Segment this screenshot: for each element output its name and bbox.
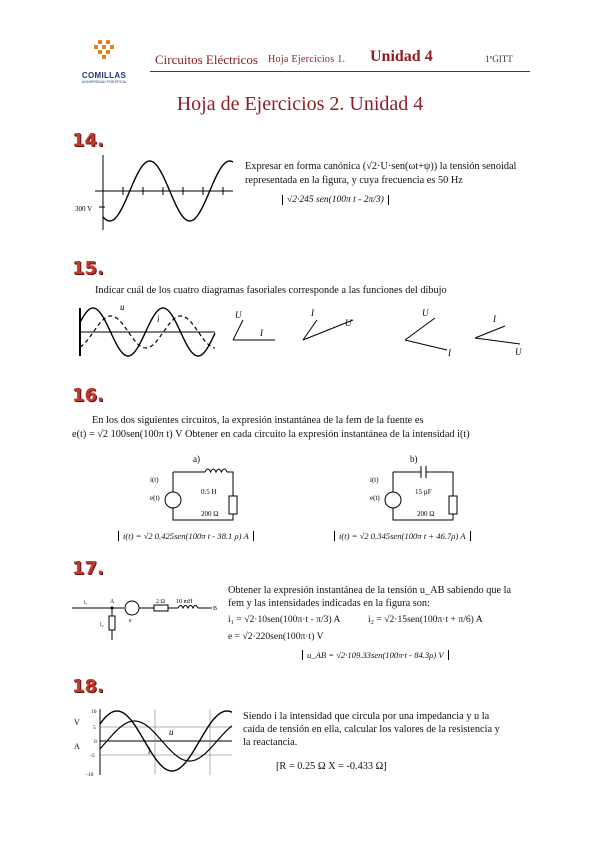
p18-statement-line2: caída de tensión en ella, calcular los valores de la resistencia y: [243, 724, 500, 735]
p18-label-i: i: [148, 746, 151, 756]
p15-d2-i: I: [311, 308, 314, 318]
p18-statement-line1: Siendo i la intensidad que circula por una impedancia y u la: [243, 711, 490, 722]
p16-b-capacitance: 15 µF: [415, 488, 432, 496]
p16-a-current: i(t): [150, 476, 159, 484]
p14-answer: √2·245 sen(100π t - 2π/3): [282, 195, 389, 205]
p15-statement: Indicar cuál de los cuatro diagramas fasoriales corresponde a las funciones del dibujo: [95, 285, 447, 296]
p15-d4-i: I: [493, 314, 496, 324]
page-title: Hoja de Ejercicios 2. Unidad 4: [176, 93, 424, 115]
university-logo: [72, 38, 136, 84]
problem-number-15: 15.: [72, 258, 104, 279]
p16-a-source: e(t): [150, 494, 160, 502]
p14-sine-figure: [75, 155, 235, 235]
p15-figures: [75, 300, 535, 360]
p14-figure-label: 300 V: [75, 205, 93, 213]
p18-axis-a: A: [74, 742, 80, 751]
p18-tick-5: 5: [93, 725, 96, 731]
p15-d1-i: I: [260, 328, 263, 338]
p15-d3-u: U: [422, 308, 429, 318]
p16-circuit-b: [365, 452, 475, 527]
p14-statement: Expresar en forma canónica (√2·U·sen(ωt+ψ)) la tensión senoidal representada en la figura, y cuya frecuencia es 50 Hz: [245, 161, 517, 186]
p17-fig-e: e: [129, 618, 132, 624]
header-course: Circuitos Eléctricos: [155, 52, 258, 67]
p16-a-resistance: 200 Ω: [201, 510, 219, 518]
p18-waveform-figure: [70, 705, 235, 777]
p17-fig-i2: i₂: [100, 622, 104, 628]
problem-number-16: 16.: [72, 385, 104, 406]
p16-answer-b: i(t) = √2 0.345sen(100π t + 46.7ρ) A: [334, 531, 471, 541]
problem-number-18: 18.: [72, 676, 104, 697]
p17-eq-i1: i₁ = √2·10sen(100π·t - π/3) A: [228, 614, 341, 625]
p17-fig-r: 2 Ω: [156, 599, 165, 605]
problem-number-17: 17.: [72, 558, 104, 579]
p17-fig-l: 10 mH: [176, 599, 193, 605]
header-divider: [150, 71, 530, 72]
p17-fig-b: B: [213, 606, 218, 612]
p18-tick-m10: -10: [86, 772, 94, 778]
p18-tick-10: 10: [91, 709, 97, 715]
p16-statement-line2: e(t) = √2 100sen(100π t) V Obtener en cada circuito la expresión instantánea de la intensidad i(t): [72, 429, 470, 440]
p16-b-resistance: 200 Ω: [417, 510, 435, 518]
p16-b-source: e(t): [370, 494, 380, 502]
p17-fig-i1: i₁: [84, 600, 88, 606]
logo-emblem-icon: [72, 38, 136, 64]
p18-axis-v: V: [74, 718, 80, 727]
p15-d3-i: I: [448, 348, 451, 358]
logo-text: COMILLAS: [81, 71, 127, 80]
p18-answer: [R = 0.25 Ω X = -0.433 Ω]: [276, 761, 387, 772]
header-unit: Unidad 4: [370, 48, 433, 65]
p18-tick-0: 0: [94, 739, 97, 745]
p17-fig-a: A: [110, 599, 115, 605]
p16-b-current: i(t): [370, 476, 379, 484]
problem-number-14: 14.: [72, 130, 104, 151]
p17-circuit: [72, 594, 222, 644]
p15-label-i: i: [157, 314, 160, 324]
p15-d2-u: U: [345, 318, 352, 328]
logo-subtext: UNIVERSIDAD PONTIFICIA: [81, 80, 127, 84]
p17-statement-line1: Obtener la expresión instantánea de la tensión u_AB sabiendo que la: [228, 585, 512, 596]
p18-statement-line3: la reactancia.: [243, 737, 298, 748]
p18-label-u: u: [169, 727, 174, 737]
p17-eq-i2: i₂ = √2·15sen(100π·t + π/6) A: [368, 614, 483, 625]
p17-eq-e: e = √2·220sen(100π·t) V: [228, 631, 324, 642]
p16-b-label: b): [410, 454, 418, 464]
p15-d4-u: U: [515, 347, 522, 357]
p15-d1-u: U: [235, 310, 242, 320]
p16-answer-a: i(t) = √2 0.425sen(100π t - 38.1 ρ) A: [118, 531, 254, 541]
header-grade: 1ºGITT: [485, 54, 513, 64]
p16-circuit-a: [145, 452, 255, 527]
p17-answer: u_AB = √2·109.33sen(100π·t - 84.3ρ) V: [302, 650, 449, 660]
p16-statement-line1: En los dos siguientes circuitos, la expresión instantánea de la fem de la fuente es: [92, 415, 424, 426]
p16-a-inductance: 0.5 H: [201, 488, 217, 496]
p17-statement-line2: fem y las intensidades indicadas en la figura son:: [228, 598, 430, 609]
header-sheet: Hoja Ejercicios 1.: [268, 54, 346, 65]
p15-label-u: u: [120, 302, 125, 312]
p18-tick-m5: -5: [90, 753, 95, 759]
p16-a-label: a): [193, 454, 200, 464]
